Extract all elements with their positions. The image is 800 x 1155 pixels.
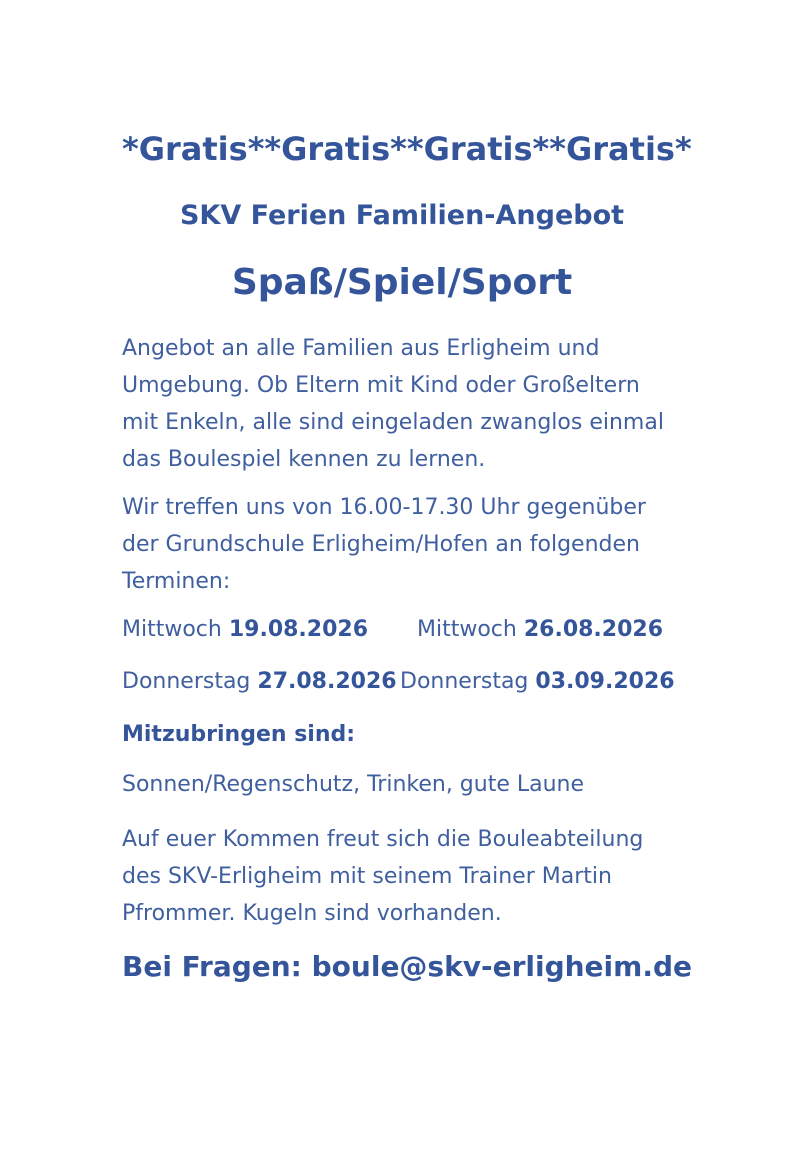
date-entry xyxy=(417,617,663,642)
date-entry xyxy=(122,617,368,642)
closing-paragraph: Auf euer Kommen freut sich die Bouleabteilung des SKV-Erligheim mit seinem Trainer Martin Pfrommer. Kugeln sind vorhanden. xyxy=(122,827,644,926)
contact-line[interactable]: Bei Fragen: boule@skv-erligheim.de xyxy=(122,950,692,983)
date-value: 27.08.2026 xyxy=(257,669,397,694)
subtitle: SKV Ferien Familien-Angebot xyxy=(179,200,625,231)
headline: *Gratis**Gratis**Gratis**Gratis* xyxy=(122,130,692,168)
tagline: Spaß/Spiel/Sport xyxy=(231,262,573,303)
meeting-paragraph: Wir treffen uns von 16.00-17.30 Uhr gegenüber der Grundschule Erligheim/Hofen an folgenden Terminen: xyxy=(122,495,646,594)
date-value: 19.08.2026 xyxy=(228,617,369,642)
date-day: Donnerstag xyxy=(400,669,529,694)
date-day: Mittwoch xyxy=(417,617,517,642)
date-value: 26.08.2026 xyxy=(523,617,664,642)
date-day: Mittwoch xyxy=(122,617,222,642)
bring-heading: Mitzubringen sind: xyxy=(122,722,356,747)
dates-row xyxy=(122,669,692,699)
bring-items: Sonnen/Regenschutz, Trinken, gute Laune xyxy=(122,772,585,797)
dates-row xyxy=(122,617,692,647)
intro-paragraph: Angebot an alle Familien aus Erligheim und Umgebung. Ob Eltern mit Kind oder Großeltern mit Enkeln, alle sind eingeladen zwanglos einmal das Boulespiel kennen zu lernen. xyxy=(122,336,664,472)
date-entry xyxy=(400,669,675,694)
date-day: Donnerstag xyxy=(122,669,251,694)
date-entry xyxy=(122,669,397,694)
date-value: 03.09.2026 xyxy=(535,669,675,694)
